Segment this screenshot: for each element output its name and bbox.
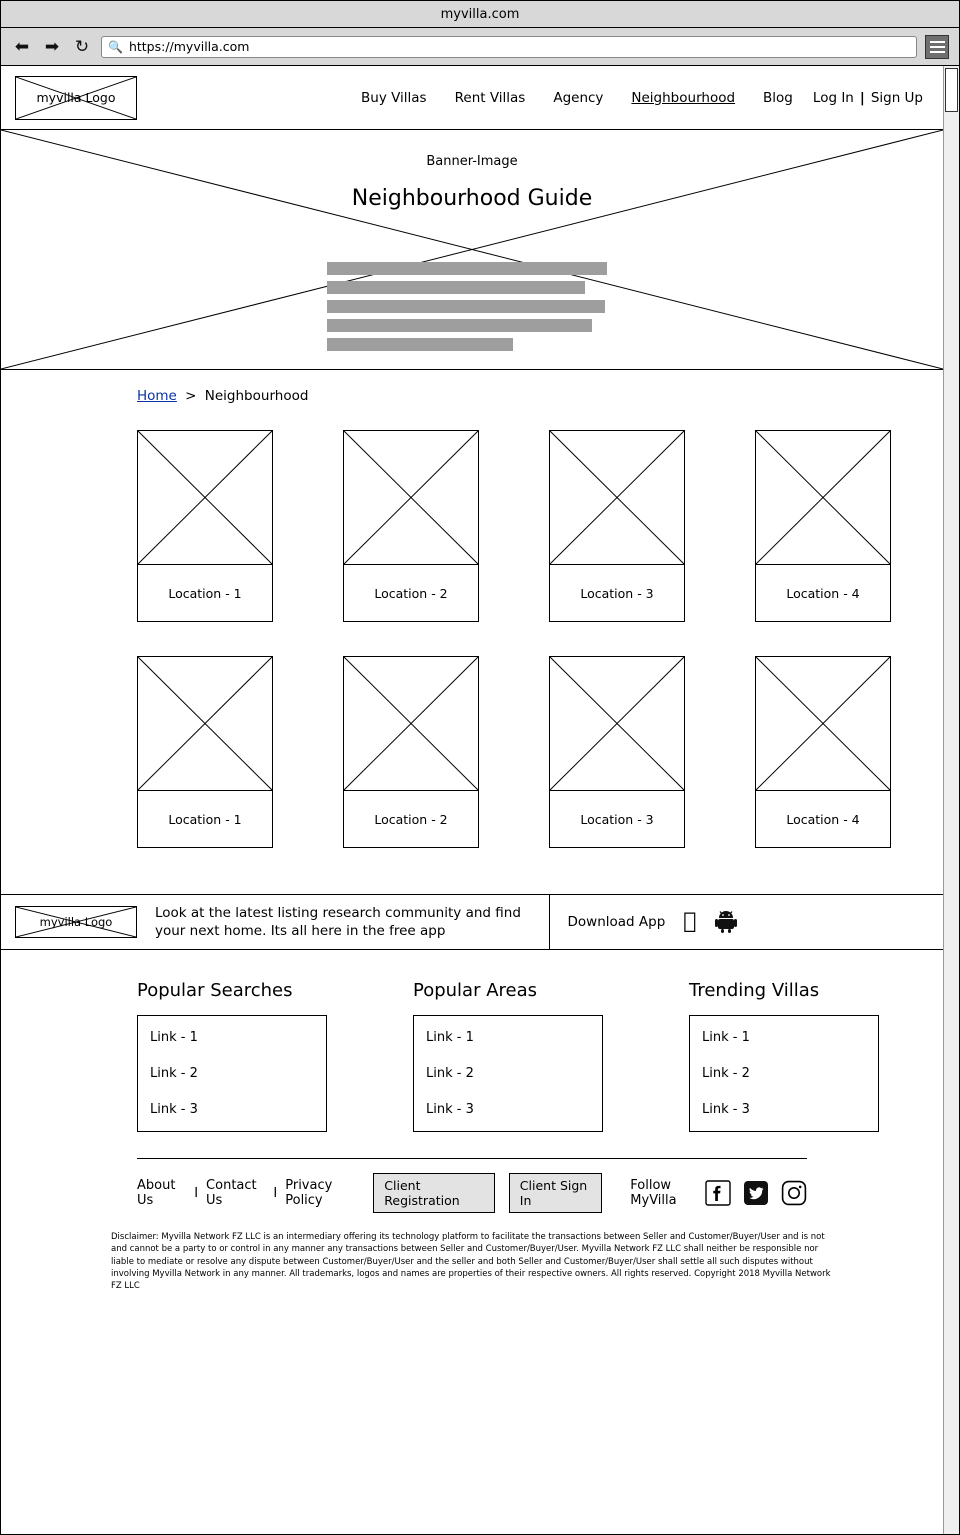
banner-image-placeholder — [1, 130, 943, 370]
promo-logo-cell — [1, 895, 137, 949]
signup-link[interactable]: Sign Up — [870, 89, 923, 106]
footer-column-title: Popular Searches — [137, 980, 293, 1001]
search-icon: 🔍 — [108, 39, 123, 54]
location-thumbnail — [756, 431, 890, 565]
address-bar[interactable] — [101, 36, 917, 58]
follow-label: Follow MyVilla — [630, 1178, 677, 1208]
location-card-label: Location - 1 — [168, 585, 242, 601]
back-arrow-icon[interactable]: ⬅ — [14, 36, 30, 57]
footer-bottom-bar — [137, 1158, 807, 1213]
location-card[interactable] — [549, 656, 685, 848]
window-title: myvilla.com — [440, 6, 520, 22]
nav-item-buy-villas[interactable]: Buy Villas — [361, 89, 427, 106]
footer-link[interactable]: Link - 1 — [150, 1030, 198, 1045]
footer-column-popular-searches — [137, 980, 327, 1132]
link-separator: I — [273, 1185, 278, 1201]
location-thumbnail — [550, 431, 684, 565]
location-card[interactable] — [343, 430, 479, 622]
footer-link-list — [413, 1015, 603, 1132]
image-placeholder-cross-icon — [756, 431, 890, 564]
location-thumbnail — [756, 657, 890, 791]
location-card-label: Location - 1 — [168, 811, 242, 827]
image-placeholder-cross-icon — [344, 431, 478, 564]
image-placeholder-cross-icon — [756, 657, 890, 790]
contact-us-link[interactable]: Contact Us — [206, 1178, 257, 1208]
footer-link[interactable]: Link - 1 — [426, 1030, 474, 1045]
forward-arrow-icon[interactable]: ➡ — [44, 36, 60, 57]
locations-grid-row-2 — [137, 656, 897, 848]
image-placeholder-cross-icon — [138, 431, 272, 564]
location-card-label: Location - 2 — [374, 585, 448, 601]
promo-logo-label: myvilla Logo — [39, 915, 113, 929]
location-card[interactable] — [549, 430, 685, 622]
footer-link[interactable]: Link - 2 — [702, 1066, 750, 1081]
promo-logo — [15, 906, 137, 938]
page-scrollbar[interactable] — [943, 66, 959, 1534]
location-card-label: Location - 2 — [374, 811, 448, 827]
footer-link-list — [137, 1015, 327, 1132]
banner-bar-2 — [327, 281, 585, 294]
location-card[interactable] — [755, 430, 891, 622]
app-promo-bar — [1, 894, 943, 950]
location-card[interactable] — [137, 430, 273, 622]
main-navigation — [361, 90, 793, 106]
banner-label: Banner-Image — [426, 154, 518, 169]
footer-link-list — [689, 1015, 879, 1132]
image-placeholder-cross-icon — [138, 657, 272, 790]
breadcrumb-current: Neighbourhood — [204, 388, 309, 404]
breadcrumb — [1, 370, 943, 404]
footer-column-title: Trending Villas — [689, 980, 820, 1001]
banner-bar-4 — [327, 319, 592, 332]
browser-viewport — [1, 66, 959, 1534]
footer-column-trending-villas — [689, 980, 879, 1132]
banner-bar-1 — [327, 262, 607, 275]
site-header — [1, 66, 943, 130]
location-card-label: Location - 4 — [786, 811, 860, 827]
locations-grid-row-1 — [137, 430, 897, 622]
location-thumbnail — [550, 657, 684, 791]
url-text: https://myvilla.com — [128, 39, 250, 54]
client-signin-button[interactable]: Client Sign In — [509, 1173, 602, 1213]
login-link[interactable]: Log In — [812, 89, 854, 106]
footer-link-columns — [1, 950, 943, 1132]
instagram-icon[interactable] — [781, 1180, 807, 1206]
footer-link[interactable]: Link - 2 — [426, 1066, 474, 1081]
browser-titlebar — [1, 1, 959, 28]
banner-bar-5 — [327, 338, 513, 351]
image-placeholder-cross-icon — [344, 657, 478, 790]
footer-link[interactable]: Link - 3 — [150, 1102, 198, 1117]
auth-links — [813, 90, 923, 106]
android-icon[interactable] — [714, 910, 738, 934]
location-card-label: Location - 4 — [786, 585, 860, 601]
download-app-label: Download App — [567, 914, 666, 930]
location-card[interactable] — [137, 656, 273, 848]
footer-policy-links — [137, 1178, 359, 1208]
page-content — [1, 66, 943, 1534]
image-placeholder-cross-icon — [550, 431, 684, 564]
location-card-label: Location - 3 — [580, 811, 654, 827]
twitter-icon[interactable] — [743, 1180, 769, 1206]
image-placeholder-cross-icon — [550, 657, 684, 790]
hamburger-menu-icon[interactable] — [925, 35, 949, 59]
location-thumbnail — [138, 431, 272, 565]
nav-item-rent-villas[interactable]: Rent Villas — [454, 89, 526, 106]
breadcrumb-separator: > — [185, 388, 197, 404]
locations-section — [1, 404, 943, 848]
site-logo[interactable] — [15, 76, 137, 120]
disclaimer-text: Disclaimer: Myvilla Network FZ LLC is an intermediary offering its technology platform to facilitate the transactions between Seller and Customer/Buyer/User and is not and cannot be a party to or control in any manner any transactions between Seller and Customer/Buyer/User. Myvilla Network FZ LLC shall neither be responsible nor liable to mediate or resolve any dispute between Customer/Buyer/User and the seller and both Seller and Customer/Buyer/User shall settle all such disputes without involving Myvilla Network in any manner. All trademarks, logos and names are properties of their respective owners. All rights reserved. Copyright 2018 Myvilla Network FZ LLC — [111, 1232, 831, 1292]
location-card[interactable] — [755, 656, 891, 848]
banner-text-bars — [327, 262, 617, 351]
location-thumbnail — [344, 431, 478, 565]
facebook-icon[interactable] — [705, 1180, 731, 1206]
footer-link[interactable]: Link - 1 — [702, 1030, 750, 1045]
apple-icon[interactable] — [683, 911, 696, 933]
page-title: Neighbourhood Guide — [351, 186, 593, 211]
scrollbar-thumb[interactable] — [945, 68, 958, 112]
privacy-policy-link[interactable]: Privacy Policy — [285, 1178, 333, 1208]
nav-item-neighbourhood[interactable]: Neighbourhood — [631, 89, 736, 106]
footer-column-title: Popular Areas — [413, 980, 538, 1001]
browser-toolbar — [1, 28, 959, 66]
download-app-cell — [550, 895, 944, 949]
location-card[interactable] — [343, 656, 479, 848]
breadcrumb-home-link[interactable]: Home — [137, 388, 177, 404]
client-registration-button[interactable]: Client Registration — [373, 1173, 495, 1213]
banner-bar-3 — [327, 300, 605, 313]
location-thumbnail — [344, 657, 478, 791]
footer-link[interactable]: Link - 3 — [702, 1102, 750, 1117]
location-thumbnail — [138, 657, 272, 791]
promo-text: Look at the latest listing research community and find your next home. Its all here in the free app — [137, 895, 550, 949]
follow-section — [630, 1178, 807, 1208]
location-card-label: Location - 3 — [580, 585, 654, 601]
auth-separator: | — [859, 89, 865, 106]
footer-link[interactable]: Link - 3 — [426, 1102, 474, 1117]
reload-icon[interactable]: ↻ — [74, 36, 90, 57]
nav-item-agency[interactable]: Agency — [553, 89, 604, 106]
link-separator: I — [194, 1185, 199, 1201]
footer-column-popular-areas — [413, 980, 603, 1132]
about-us-link[interactable]: About Us — [137, 1178, 176, 1208]
footer-link[interactable]: Link - 2 — [150, 1066, 198, 1081]
site-logo-label: myvilla Logo — [36, 90, 116, 105]
nav-item-blog[interactable]: Blog — [763, 89, 793, 106]
